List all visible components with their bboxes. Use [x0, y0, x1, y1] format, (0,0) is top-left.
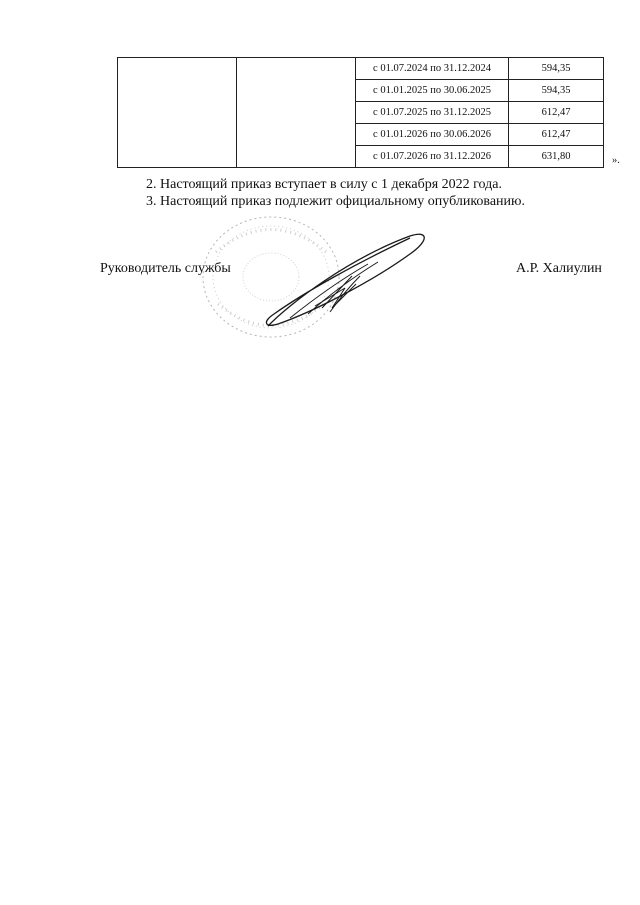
period-cell: с 01.07.2024 по 31.12.2024	[356, 58, 509, 80]
table-row	[118, 58, 604, 80]
closing-quote: ».	[612, 155, 620, 166]
merged-cell-left	[118, 58, 237, 168]
value-cell: 594,35	[509, 80, 604, 102]
value-cell: 594,35	[509, 58, 604, 80]
period-cell: с 01.07.2026 по 31.12.2026	[356, 146, 509, 168]
value-cell: 612,47	[509, 102, 604, 124]
period-cell: с 01.01.2026 по 30.06.2026	[356, 124, 509, 146]
value-cell: 612,47	[509, 124, 604, 146]
period-cell: с 01.07.2025 по 31.12.2025	[356, 102, 509, 124]
tariff-table	[117, 57, 604, 168]
signer-position: Руководитель службы	[100, 261, 231, 276]
handwritten-signature-icon	[260, 228, 430, 333]
period-cell: с 01.01.2025 по 30.06.2025	[356, 80, 509, 102]
value-cell: 631,80	[509, 146, 604, 168]
merged-cell-middle	[237, 58, 356, 168]
paragraph-effective-date: 2. Настоящий приказ вступает в силу с 1 декабря 2022 года.	[146, 177, 502, 192]
paragraph-publication: 3. Настоящий приказ подлежит официальному опубликованию.	[146, 194, 525, 209]
signer-name: А.Р. Халиулин	[516, 261, 602, 276]
